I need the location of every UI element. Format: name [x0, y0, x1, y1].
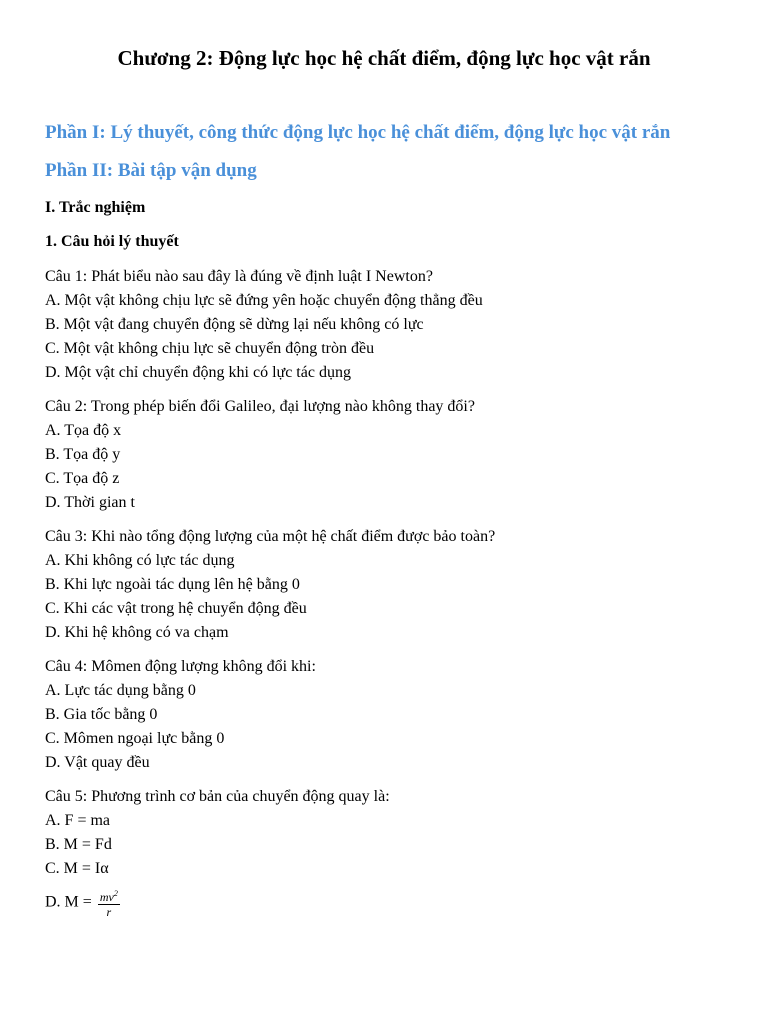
option-d: D. Thời gian t	[45, 494, 135, 511]
question-stem: Câu 5: Phương trình cơ bản của chuyển động quay là:	[45, 788, 390, 805]
part2-heading: Phần II: Bài tập vận dụng	[45, 160, 257, 181]
subsection-heading: 1. Câu hỏi lý thuyết	[45, 233, 179, 250]
option-b: B. Tọa độ y	[45, 446, 121, 463]
option-b: B. M = Fd	[45, 836, 112, 853]
question-stem: Câu 3: Khi nào tổng động lượng của một hệ chất điểm được bảo toàn?	[45, 528, 496, 545]
question-stem: Câu 2: Trong phép biến đổi Galileo, đại lượng nào không thay đổi?	[45, 398, 475, 415]
fraction-exponent: 2	[113, 889, 118, 898]
option-c: C. Một vật không chịu lực sẽ chuyển động tròn đều	[45, 340, 375, 357]
question-1	[45, 265, 483, 385]
option-a: A. Một vật không chịu lực sẽ đứng yên hoặc chuyển động thẳng đều	[45, 292, 483, 309]
option-c: C. Khi các vật trong hệ chuyển động đều	[45, 600, 307, 617]
option-a: A. Lực tác dụng bằng 0	[45, 682, 196, 699]
option-d: D. Vật quay đều	[45, 754, 150, 771]
option-a: A. Tọa độ x	[45, 422, 122, 439]
fraction	[98, 887, 120, 919]
part1-heading: Phần I: Lý thuyết, công thức động lực học hệ chất điểm, động lực học vật rắn	[45, 122, 671, 143]
option-d: D. Khi hệ không có va chạm	[45, 624, 229, 641]
option-c: C. Mômen ngoại lực bằng 0	[45, 730, 225, 747]
option-c: C. M = Iα	[45, 860, 109, 877]
page-title: Chương 2: Động lực học hệ chất điểm, động lực học vật rắn	[117, 46, 651, 70]
question-2	[45, 395, 475, 515]
option-d	[45, 887, 390, 919]
option-d-prefix: D. M =	[45, 893, 96, 911]
question-3	[45, 525, 495, 645]
question-4	[45, 655, 316, 775]
question-stem: Câu 4: Mômen động lượng không đổi khi:	[45, 658, 316, 675]
question-stem: Câu 1: Phát biểu nào sau đây là đúng về định luật I Newton?	[45, 268, 433, 285]
option-a: A. Khi không có lực tác dụng	[45, 552, 235, 569]
option-b: B. Khi lực ngoài tác dụng lên hệ bằng 0	[45, 576, 300, 593]
option-b: B. Một vật đang chuyển động sẽ dừng lại nếu không có lực	[45, 316, 424, 333]
section-heading: I. Trắc nghiệm	[45, 199, 146, 216]
option-d: D. Một vật chỉ chuyển động khi có lực tác dụng	[45, 364, 351, 381]
option-a: A. F = ma	[45, 812, 111, 829]
fraction-numerator: $mv^2$	[99, 889, 118, 904]
question-5	[45, 785, 390, 919]
fraction-denominator: r	[106, 905, 112, 919]
option-c: C. Tọa độ z	[45, 470, 120, 487]
option-b: B. Gia tốc bằng 0	[45, 706, 158, 723]
